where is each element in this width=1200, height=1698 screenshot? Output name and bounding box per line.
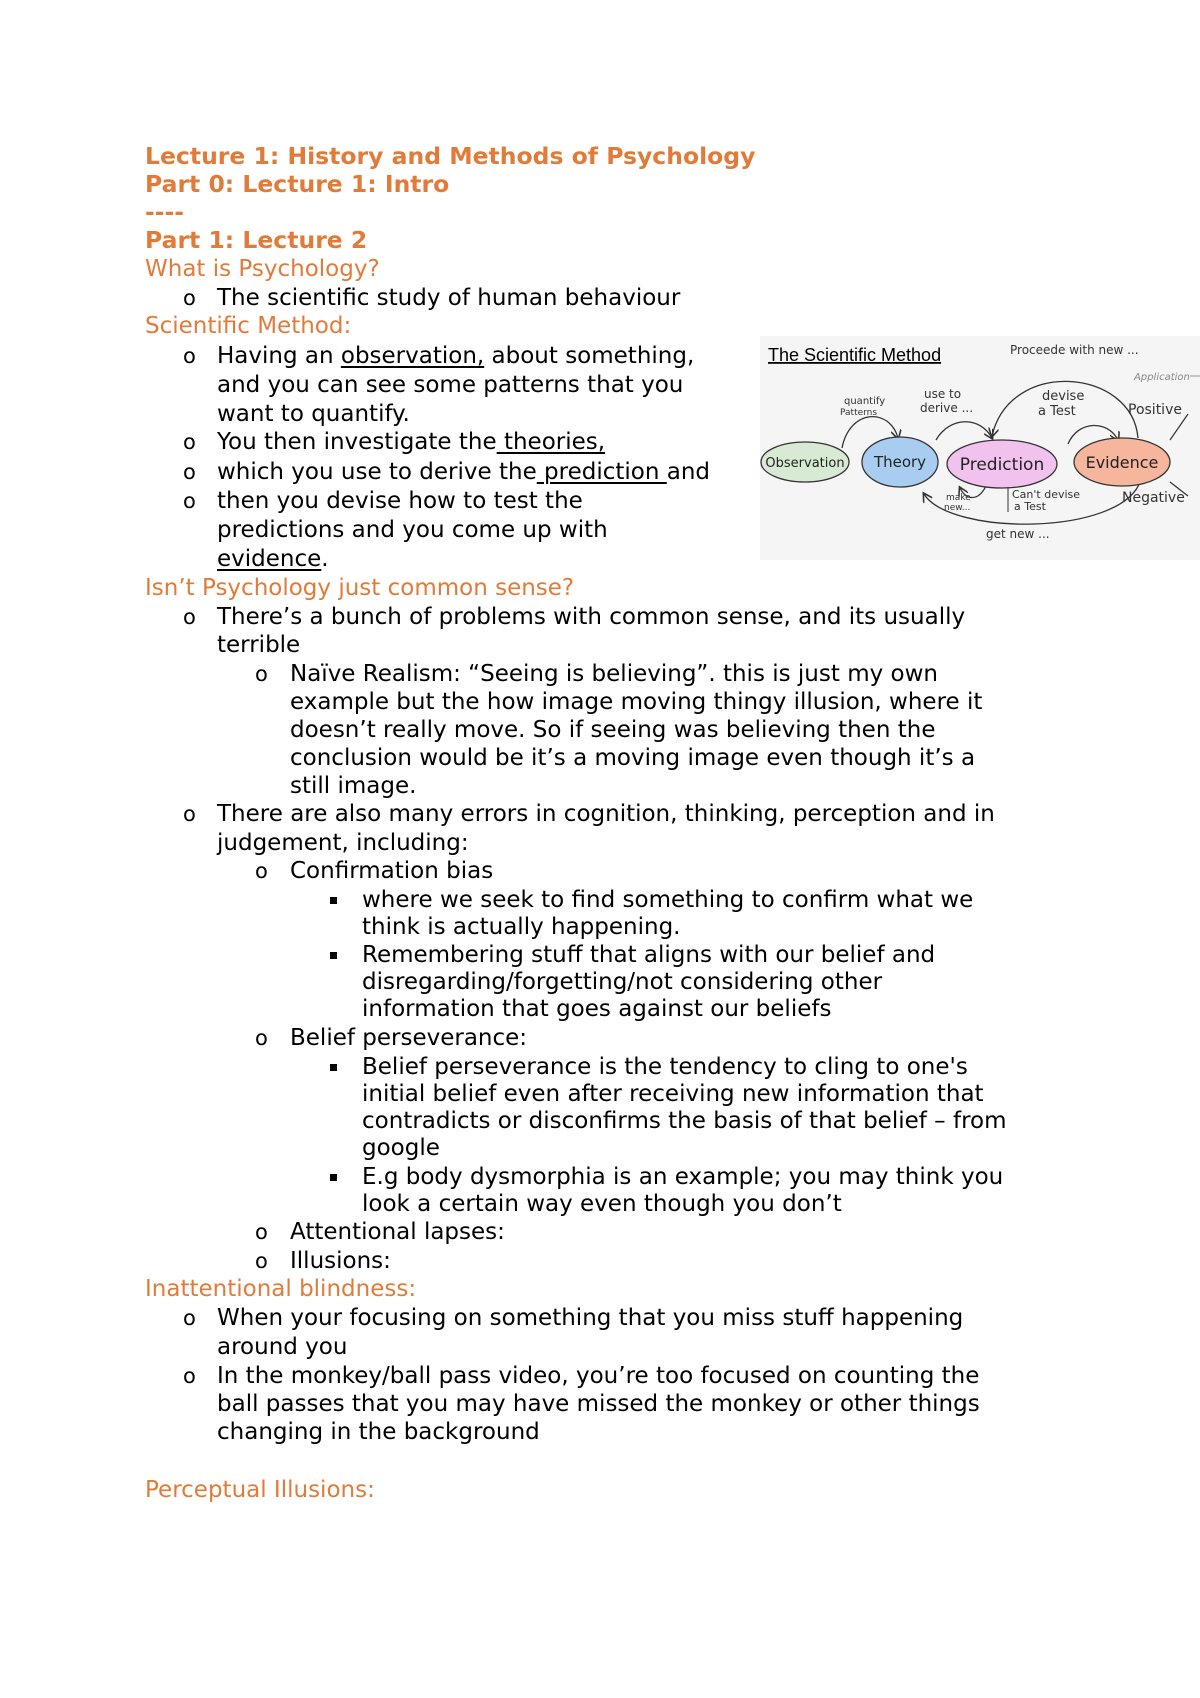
- bullet-circle: o: [183, 489, 196, 513]
- bullet-circle: o: [183, 286, 196, 310]
- heading-inattentional-blindness: Inattentional blindness:: [145, 1276, 417, 1302]
- underlined-term: theories,: [496, 429, 606, 455]
- list-item: You then investigate the theories,: [217, 429, 606, 455]
- label-devise: devise: [1042, 389, 1085, 404]
- list-item: In the monkey/ball pass video, you’re too focused on counting the: [217, 1363, 980, 1389]
- label-theory: Theory: [873, 453, 927, 471]
- bullet-circle: o: [183, 460, 196, 484]
- bullet-circle: o: [255, 1026, 268, 1050]
- diagram-svg: [760, 336, 1200, 560]
- label-positive: Positive: [1128, 402, 1182, 418]
- list-item-cont: conclusion would be it’s a moving image even though it’s a: [290, 745, 976, 771]
- list-item-cont: think is actually happening.: [362, 914, 681, 940]
- list-item: which you use to derive the prediction and: [217, 459, 711, 485]
- list-item-cont: terrible: [217, 632, 301, 658]
- underlined-term: prediction: [536, 459, 667, 485]
- list-item: Confirmation bias: [290, 858, 494, 884]
- list-item-cont: and you can see some patterns that you: [217, 372, 684, 398]
- list-item-cont: evidence.: [217, 546, 329, 572]
- heading-perceptual-illusions: Perceptual Illusions:: [145, 1477, 375, 1503]
- list-item-cont: judgement, including:: [217, 830, 469, 856]
- label-derive: derive ...: [920, 401, 974, 415]
- list-item: Attentional lapses:: [290, 1219, 505, 1245]
- list-item: Belief perseverance:: [290, 1025, 528, 1051]
- label-patterns: Patterns: [840, 408, 878, 418]
- label-new: new...: [944, 503, 971, 513]
- square-bullet: [330, 952, 337, 959]
- bullet-circle: o: [183, 344, 196, 368]
- list-item: When your focusing on something that you miss stuff happening: [217, 1305, 964, 1331]
- list-item: Belief perseverance is the tendency to cling to one's: [362, 1054, 968, 1080]
- list-item: E.g body dysmorphia is an example; you may think you: [362, 1164, 1004, 1190]
- part0-title: Part 0: Lecture 1: Intro: [145, 170, 450, 198]
- label-cant-devise: Can't devise: [1012, 488, 1081, 501]
- label-a-test: a Test: [1038, 404, 1076, 419]
- list-item-cont: ball passes that you may have missed the monkey or other things: [217, 1391, 980, 1417]
- label-use-to: use to: [924, 387, 962, 401]
- list-item: Illusions:: [290, 1248, 391, 1274]
- label-make: make: [946, 493, 971, 503]
- label-proceed: Proceede with new ...: [1010, 343, 1139, 357]
- list-item-cont: still image.: [290, 773, 417, 799]
- list-item-cont: changing in the background: [217, 1419, 540, 1445]
- list-item: There’s a bunch of problems with common sense, and its usually: [217, 604, 966, 630]
- arrow-derive: [936, 422, 992, 440]
- label-prediction: Prediction: [959, 455, 1045, 475]
- bullet-circle: o: [183, 1364, 196, 1388]
- square-bullet: [330, 1064, 337, 1071]
- scientific-method-diagram: [760, 336, 1200, 560]
- list-item: then you devise how to test the: [217, 488, 583, 514]
- lecture-title: Lecture 1: History and Methods of Psychology: [145, 142, 756, 170]
- part1-title: Part 1: Lecture 2: [145, 226, 368, 254]
- underlined-term: evidence: [217, 546, 322, 572]
- label-cant-test: a Test: [1014, 500, 1046, 513]
- list-item: There are also many errors in cognition, thinking, perception and in: [217, 801, 995, 827]
- bullet-circle: o: [183, 1306, 196, 1330]
- square-bullet: [330, 1174, 337, 1181]
- list-item: Naïve Realism: “Seeing is believing”. this is just my own: [290, 661, 938, 687]
- label-get-new: get new ...: [986, 527, 1050, 541]
- list-item-cont: initial belief even after receiving new information that: [362, 1081, 984, 1107]
- list-item-cont: predictions and you come up with: [217, 517, 608, 543]
- list-item-cont: look a certain way even though you don’t: [362, 1191, 842, 1217]
- underlined-term: observation,: [340, 343, 485, 369]
- bullet-circle: o: [255, 1220, 268, 1244]
- bullet-circle: o: [255, 859, 268, 883]
- bullet-circle: o: [183, 430, 196, 454]
- bullet-circle: o: [255, 662, 268, 686]
- heading-what-is-psychology: What is Psychology?: [145, 256, 380, 282]
- diagram-title: The Scientific Method: [768, 345, 942, 365]
- list-item-cont: want to quantify.: [217, 401, 410, 427]
- heading-scientific-method: Scientific Method:: [145, 313, 352, 339]
- list-item-cont: example but the how image moving thingy illusion, where it: [290, 689, 983, 715]
- list-item: Having an observation, about something,: [217, 343, 695, 369]
- list-item: The scientific study of human behaviour: [217, 285, 681, 311]
- bullet-circle: o: [183, 605, 196, 629]
- list-item-cont: google: [362, 1135, 440, 1161]
- list-item-cont: contradicts or disconfirms the basis of that belief – from: [362, 1108, 1007, 1134]
- label-observation: Observation: [765, 456, 845, 471]
- heading-common-sense: Isn’t Psychology just common sense?: [145, 575, 575, 601]
- list-item: Remembering stuff that aligns with our belief and: [362, 942, 936, 968]
- list-item-cont: doesn’t really move. So if seeing was believing then the: [290, 717, 936, 743]
- label-application: Application: [1134, 372, 1190, 383]
- list-item: where we seek to find something to confirm what we: [362, 887, 974, 913]
- bullet-circle: o: [255, 1249, 268, 1273]
- bullet-circle: o: [183, 802, 196, 826]
- list-item-cont: information that goes against our beliefs: [362, 996, 832, 1022]
- label-quantify: quantify: [844, 396, 886, 407]
- divider: ----: [145, 198, 185, 226]
- label-evidence: Evidence: [1085, 453, 1159, 472]
- square-bullet: [330, 897, 337, 904]
- label-negative: Negative: [1122, 490, 1185, 506]
- list-item-cont: disregarding/forgetting/not considering other: [362, 969, 883, 995]
- list-item-cont: around you: [217, 1334, 348, 1360]
